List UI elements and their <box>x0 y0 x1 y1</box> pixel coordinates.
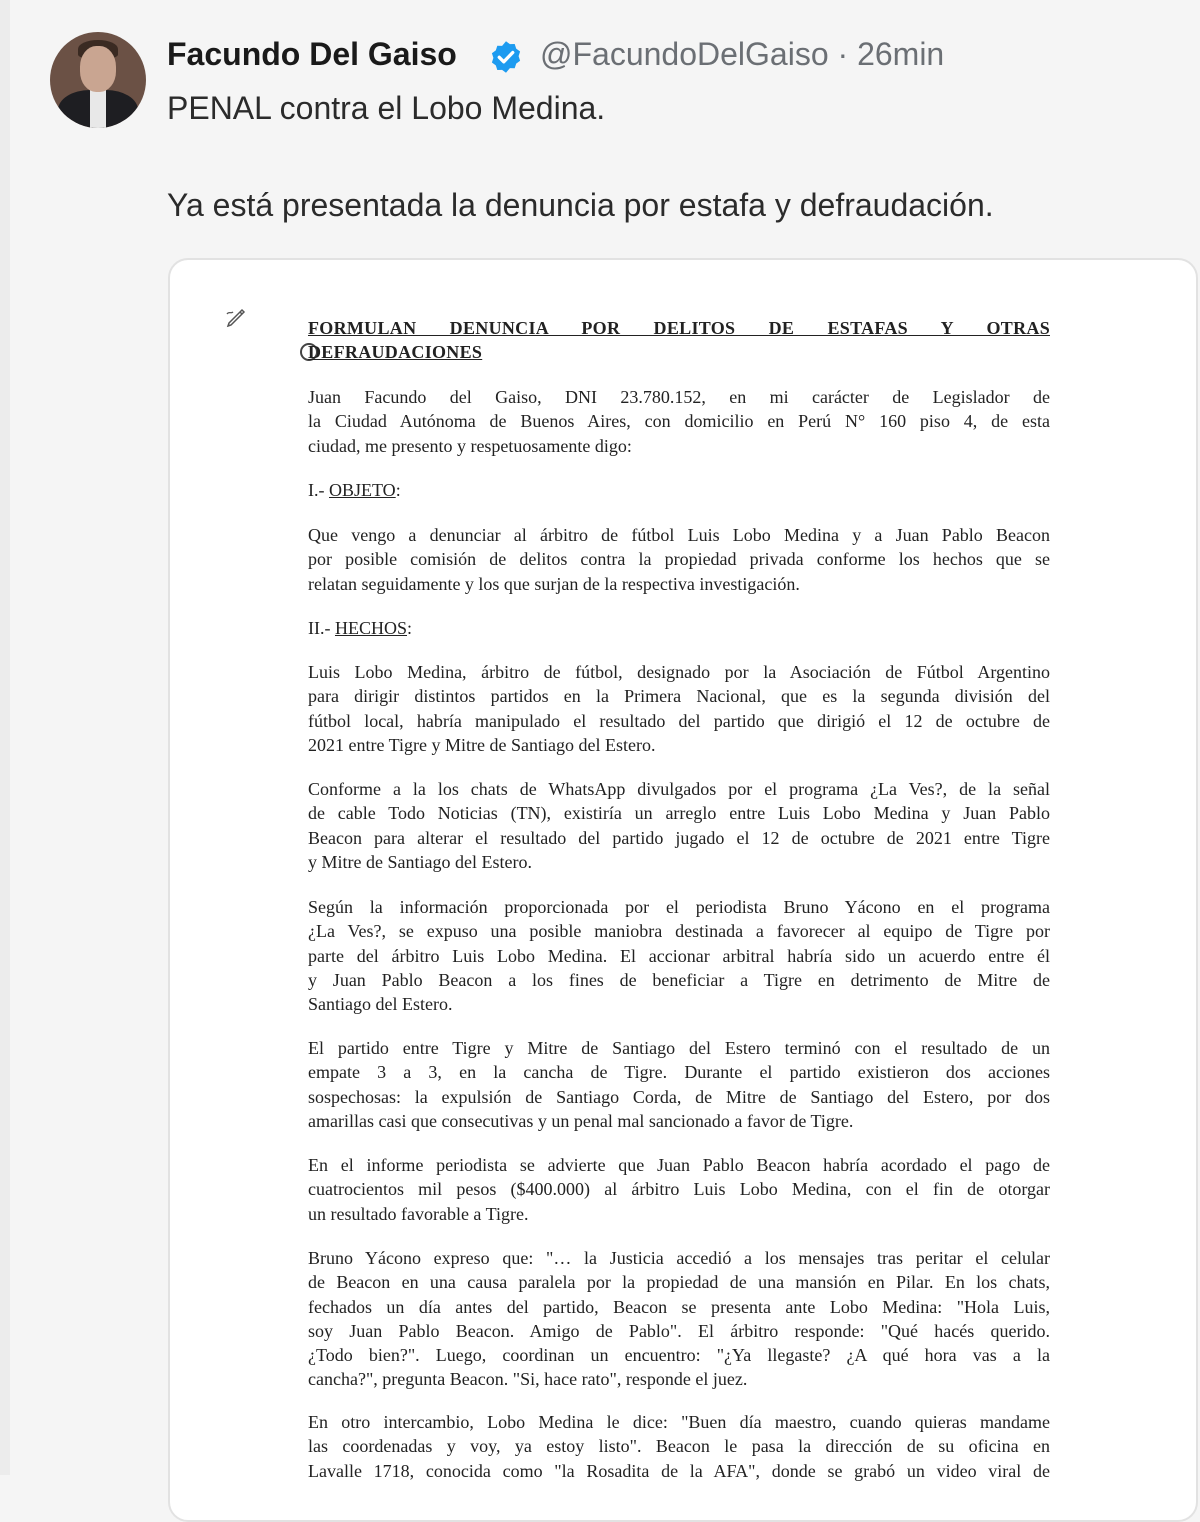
document-line: Juan Facundo del Gaiso, DNI 23.780.152, en mi carácter de Legislador de <box>308 387 1050 407</box>
document-line: Luis Lobo Medina, árbitro de fútbol, designado por la Asociación de Fútbol Argentino <box>308 662 1050 682</box>
document-line: Santiago del Estero. <box>308 994 453 1015</box>
document-line: cuatrocientos mil pesos ($400.000) al árbitro Luis Lobo Medina, con el fin de otorgar <box>308 1179 1050 1200</box>
document-line: un resultado favorable a Tigre. <box>308 1203 529 1224</box>
document-line: Que vengo a denunciar al árbitro de fútbol Luis Lobo Medina y a Juan Pablo Beacon <box>308 525 1050 545</box>
author-meta <box>540 36 944 73</box>
document-paragraph <box>308 523 1050 596</box>
document-line: soy Juan Pablo Beacon. Amigo de Pablo". El árbitro responde: "Qué hacés querido. <box>308 1320 1050 1341</box>
document-paragraph <box>308 1153 1050 1226</box>
document-line: Según la información proporcionada por el periodista Bruno Yácono en el programa <box>308 897 1050 917</box>
document-paragraph <box>308 895 1050 1016</box>
section-label: OBJETO <box>329 480 396 500</box>
document-line: Bruno Yácono expreso que: "… la Justicia accedió a los mensajes tras peritar el celular <box>308 1248 1050 1268</box>
section-suffix: : <box>395 480 401 500</box>
document-line: las coordenadas y voy, ya estoy listo". Beacon le pasa la dirección de su oficina en <box>308 1436 1050 1457</box>
section-suffix: : <box>407 618 413 638</box>
document-line: ¿La Ves?, se expuso una posible maniobra destinada a favorecer al equipo de Tigre por <box>308 921 1050 942</box>
document-line: En el informe periodista se advierte que Juan Pablo Beacon habría acordado el pago de <box>308 1155 1050 1175</box>
pen-icon <box>224 306 250 332</box>
document-line: por posible comisión de delitos contra la propiedad privada conforme los hechos que se <box>308 549 1050 570</box>
document-line: En otro intercambio, Lobo Medina le dice: "Buen día maestro, cuando quieras mandame <box>308 1412 1050 1432</box>
document-line: amarillas casi que consecutivas y un penal mal sancionado a favor de Tigre. <box>308 1110 854 1131</box>
avatar[interactable] <box>50 32 146 128</box>
document-line: ciudad, me presento y respetuosamente digo: <box>308 435 632 456</box>
tweet-text-line: PENAL contra el Lobo Medina. <box>167 90 606 126</box>
tweet-time[interactable]: 26min <box>857 36 945 72</box>
document-paragraph <box>308 1036 1050 1133</box>
document-line: de Beacon en una causa paralela por la propiedad de una mansión en Pilar. En los chats, <box>308 1272 1050 1293</box>
document-line: empate 3 a 3, en la cancha de Tigre. Durante el partido existieron dos acciones <box>308 1062 1050 1083</box>
document-paragraph <box>308 777 1050 874</box>
document-line: fechados un día antes del partido, Beacon se presenta ante Lobo Medina: "Hola Luis, <box>308 1296 1050 1317</box>
author-name[interactable]: Facundo Del Gaiso <box>167 36 457 72</box>
document-line: para dirigir distintos partidos en la Primera Nacional, que es la segunda división del <box>308 686 1050 707</box>
document-paragraph <box>308 660 1050 757</box>
document-line: 2021 entre Tigre y Mitre de Santiago del Estero. <box>308 734 656 755</box>
section-number: I.- <box>308 480 329 500</box>
document-line: El partido entre Tigre y Mitre de Santiago del Estero terminó con el resultado de un <box>308 1038 1050 1058</box>
document-line: Conforme a la los chats de WhatsApp divulgados por el programa ¿La Ves?, de la señal <box>308 779 1050 799</box>
document-line: Beacon para alterar el resultado del partido jugado el 12 de octubre de 2021 entre Tigre <box>308 827 1050 848</box>
tweet-text-line: Ya está presentada la denuncia por estafa y defraudación. <box>167 187 994 223</box>
document-line: la Ciudad Autónoma de Buenos Aires, con domicilio en Perú N° 160 piso 4, de esta <box>308 411 1050 432</box>
section-label: HECHOS <box>334 618 407 638</box>
window-edge <box>0 0 10 1475</box>
document-line: fútbol local, habría manipulado el resultado del partido que dirigió el 12 de octubre de <box>308 710 1050 731</box>
section-heading-objeto <box>308 478 1050 502</box>
separator: · <box>837 36 849 72</box>
section-heading-hechos <box>308 616 1050 640</box>
document-paragraph <box>308 385 1050 458</box>
document-line: sospechosas: la expulsión de Santiago Corda, de Mitre de Santiago del Estero, por dos <box>308 1086 1050 1107</box>
document-line: de cable Todo Noticias (TN), existiría un arreglo entre Luis Lobo Medina y Juan Pablo <box>308 803 1050 824</box>
verified-badge-icon <box>488 39 524 75</box>
document-line: cancha?", pregunta Beacon. "Si, hace rato", responde el juez. <box>308 1369 748 1390</box>
document-title <box>308 316 1050 365</box>
document-line: parte del árbitro Luis Lobo Medina. El accionar arbitral habría sido un acuerdo entre él <box>308 945 1050 966</box>
author-handle[interactable]: @FacundoDelGaiso <box>540 36 829 72</box>
document-line: Lavalle 1718, conocida como "la Rosadita de la AFA", donde se grabó un video viral de <box>308 1460 1050 1481</box>
section-number: II.- <box>308 618 335 638</box>
document-line: ¿Todo bien?". Luego, coordinan un encuentro: "¿Ya llegaste? ¿A qué hora vas a la <box>308 1345 1050 1366</box>
document-line: relatan seguidamente y los que surjan de la respectiva investigación. <box>308 573 800 594</box>
document-title-line: DEFRAUDACIONES <box>308 342 483 363</box>
document-line: y Mitre de Santiago del Estero. <box>308 851 532 872</box>
document-title-line: FORMULAN DENUNCIA POR DELITOS DE ESTAFAS Y OTRAS <box>308 318 1050 338</box>
document-paragraph <box>308 1410 1050 1483</box>
document-line: y Juan Pablo Beacon a los fines de beneficiar a Tigre en detrimento de Mitre de <box>308 969 1050 990</box>
document-paragraph <box>308 1246 1050 1392</box>
